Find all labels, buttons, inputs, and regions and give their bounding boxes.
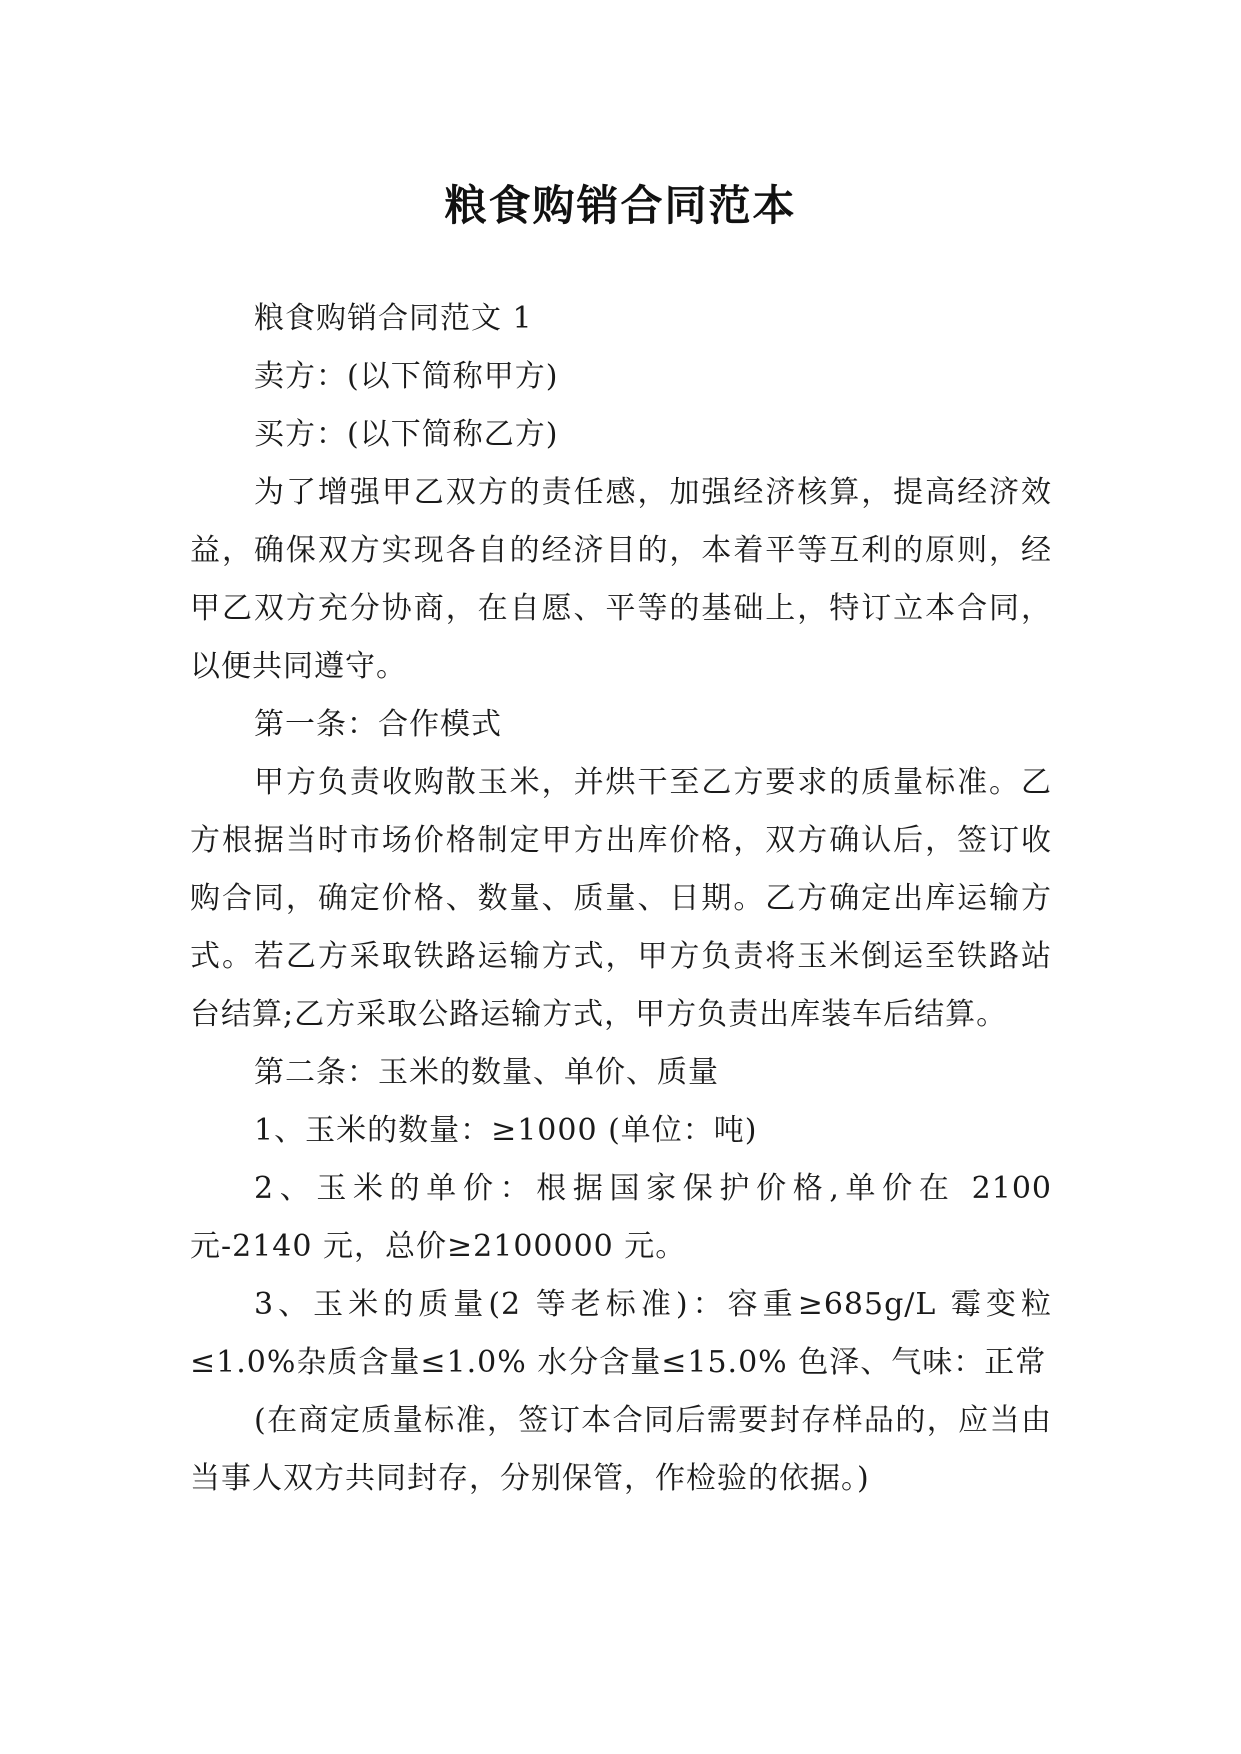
document-body [190, 290, 1052, 1508]
seller-line: 卖方：(以下简称甲方) [254, 359, 559, 394]
document-title: 粮食购销合同范本 [444, 181, 797, 231]
contract-subtitle: 粮食购销合同范文 1 [254, 301, 533, 336]
article-2-heading: 第二条：玉米的数量、单价、质量 [254, 1055, 719, 1090]
corn-quantity-clause: 1、玉米的数量：≥1000 (单位：吨) [254, 1113, 758, 1148]
preamble-paragraph: 为了增强甲乙双方的责任感，加强经济核算，提高经济效益，确保双方实现各自的经济目的，本着平等互利的原则，经甲乙双方充分协商，在自愿、平等的基础上，特订立本合同，以便共同遵守。 [190, 475, 1052, 684]
article-1-heading: 第一条：合作模式 [254, 707, 502, 742]
sample-sealing-note: (在商定质量标准，签订本合同后需要封存样品的，应当由当事人双方共同封存，分别保管，作检验的依据。) [190, 1403, 1052, 1496]
corn-price-clause: 2、玉米的单价：根据国家保护价格,单价在 2100 元-2140 元，总价≥2100000 元。 [190, 1171, 1052, 1264]
buyer-line: 买方：(以下简称乙方) [254, 417, 559, 452]
corn-quality-clause: 3、玉米的质量(2 等老标准)：容重≥685g/L 霉变粒≤1.0%杂质含量≤1.0% 水分含量≤15.0% 色泽、气味：正常 [190, 1287, 1052, 1380]
article-1-body: 甲方负责收购散玉米，并烘干至乙方要求的质量标准。乙方根据当时市场价格制定甲方出库价格，双方确认后，签订收购合同，确定价格、数量、质量、日期。乙方确定出库运输方式。若乙方采取铁路运输方式，甲方负责将玉米倒运至铁路站台结算;乙方采取公路运输方式，甲方负责出库装车后结算。 [190, 765, 1052, 1032]
